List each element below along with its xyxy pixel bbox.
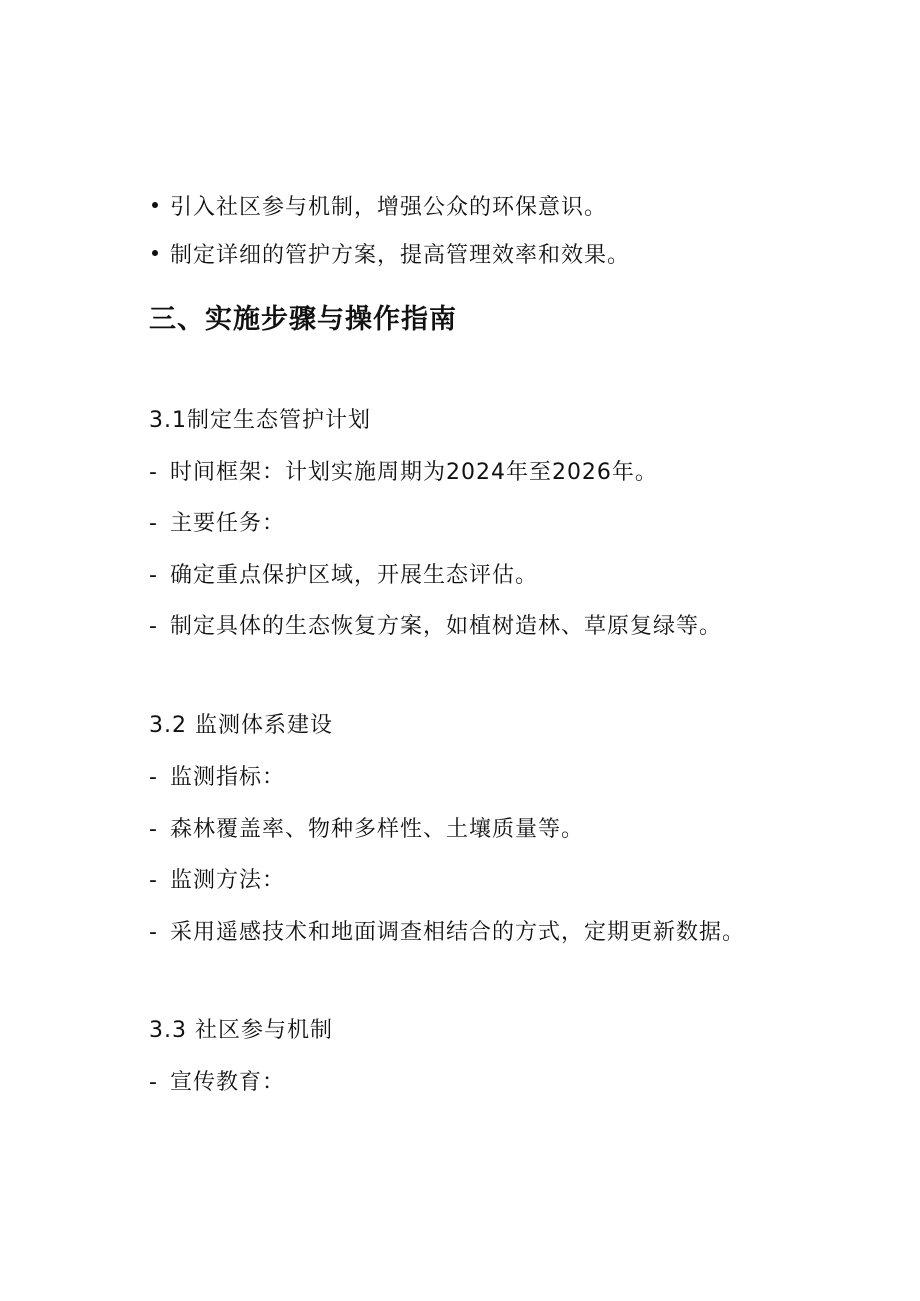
bullet-text: 制定详细的管护方案，提高管理效率和效果。	[170, 243, 631, 268]
dash-item	[149, 509, 285, 539]
dash-item-text: 制定具体的生态恢复方案，如植树造林、草原复绿等。	[169, 614, 722, 639]
dash-item-text: 确定重点保护区域，开展生态评估。	[169, 563, 538, 588]
dash-item	[149, 763, 285, 793]
dash-item-text: 时间框架：计划实施周期为2024年至2026年。	[169, 460, 658, 485]
dash-item-text: 采用遥感技术和地面调查相结合的方式，定期更新数据。	[169, 920, 745, 945]
dash-item	[149, 815, 584, 845]
dash-marker: -	[149, 920, 158, 945]
dash-marker: -	[149, 563, 158, 588]
bullet-text: 引入社区参与机制，增强公众的环保意识。	[170, 195, 608, 220]
subsection-title: 3.1制定生态管护计划	[149, 408, 371, 433]
dash-item	[149, 918, 745, 948]
dash-marker: -	[149, 1070, 158, 1095]
subsection-title: 3.3 社区参与机制	[149, 1018, 333, 1043]
dash-item	[149, 561, 538, 591]
dash-marker: -	[149, 868, 158, 893]
bullet-item	[152, 241, 630, 271]
bullet-dot-icon	[152, 250, 158, 256]
subsection-title: 3.2 监测体系建设	[149, 713, 333, 738]
dash-marker: -	[149, 460, 158, 485]
dash-item	[149, 866, 285, 896]
dash-item-text: 主要任务：	[169, 511, 285, 536]
dash-item-text: 监测方法：	[169, 868, 285, 893]
dash-item	[149, 612, 722, 642]
dash-item	[149, 458, 658, 488]
dash-marker: -	[149, 511, 158, 536]
dash-item	[149, 1068, 285, 1098]
dash-item-text: 宣传教育：	[169, 1070, 285, 1095]
bullet-dot-icon	[152, 202, 158, 208]
section-heading: 三、实施步骤与操作指南	[149, 304, 457, 335]
dash-marker: -	[149, 765, 158, 790]
dash-item-text: 监测指标：	[169, 765, 285, 790]
dash-item-text: 森林覆盖率、物种多样性、土壤质量等。	[169, 817, 584, 842]
dash-marker: -	[149, 817, 158, 842]
bullet-item	[152, 193, 607, 223]
dash-marker: -	[149, 614, 158, 639]
